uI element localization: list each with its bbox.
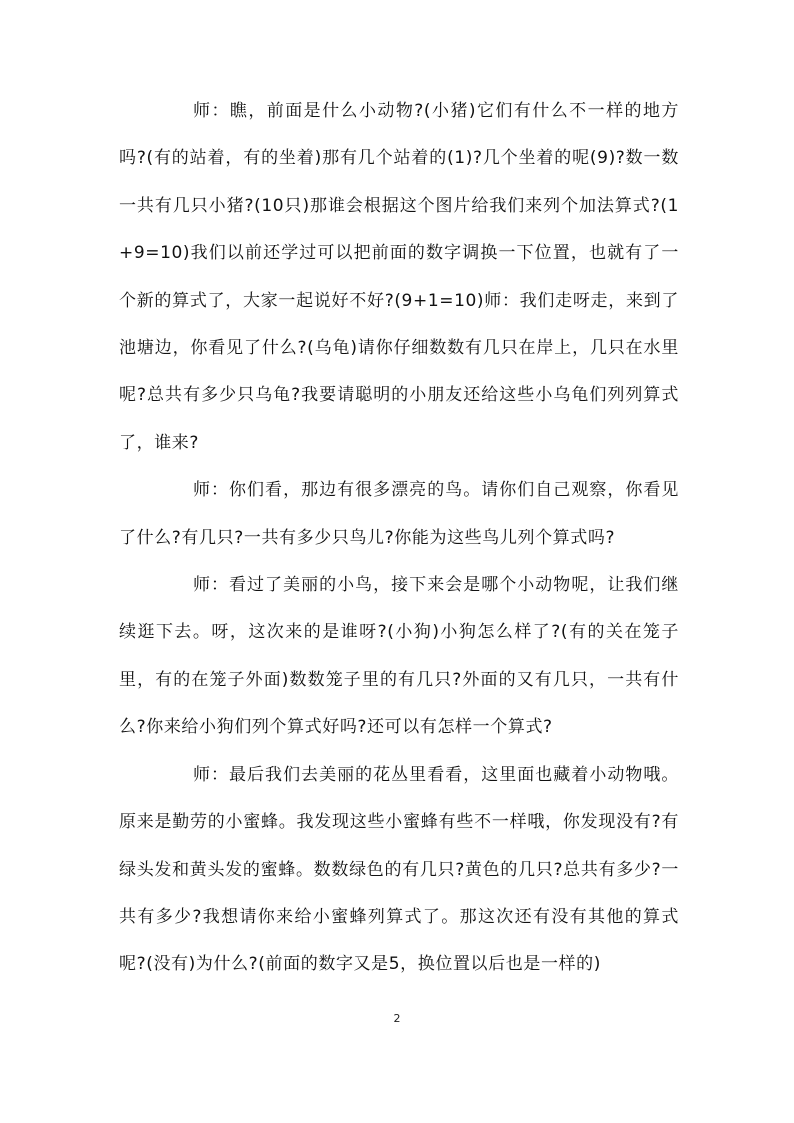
paragraph-piglets-turtles: 师：瞧，前面是什么小动物?(小猪)它们有什么不一样的地方吗?(有的站着，有的坐着)那有几个站着的(1)?几个坐着的呢(9)?数一数一共有几只小猪?(10只)那谁会根据这个图片给我们来列个加法算式?(1+9=10)我们以前还学过可以把前面的数字调换一下位置，也就有了一个新的算式了，大家一起说好不好?(9+1=10)师：我们走呀走，来到了池塘边，你看见了什么?(乌龟)请你仔细数数有几只在岸上，几只在水里呢?总共有多少只乌龟?我要请聪明的小朋友还给这些小乌龟们列列算式了，谁来?	[119, 101, 679, 453]
page-number: 2	[393, 1012, 401, 1025]
paragraph-birds: 师：你们看，那边有很多漂亮的鸟。请你们自己观察，你看见了什么?有几只?一共有多少只鸟儿?你能为这些鸟儿列个算式吗?	[119, 480, 679, 548]
document-body	[119, 88, 679, 989]
paragraph-puppies: 师：看过了美丽的小鸟，接下来会是哪个小动物呢，让我们继续逛下去。呀，这次来的是谁呀?(小狗)小狗怎么样了?(有的关在笼子里，有的在笼子外面)数数笼子里的有几只?外面的又有几只，一共有什么?你来给小狗们列个算式好吗?还可以有怎样一个算式?	[119, 575, 679, 738]
paragraph-bees: 师：最后我们去美丽的花丛里看看，这里面也藏着小动物哦。原来是勤劳的小蜜蜂。我发现这些小蜜蜂有些不一样哦，你发现没有?有绿头发和黄头发的蜜蜂。数数绿色的有几只?黄色的几只?总共有多少?一共有多少?我想请你来给小蜜蜂列算式了。那这次还有没有其他的算式呢?(没有)为什么?(前面的数字又是5，换位置以后也是一样的)	[119, 764, 679, 975]
